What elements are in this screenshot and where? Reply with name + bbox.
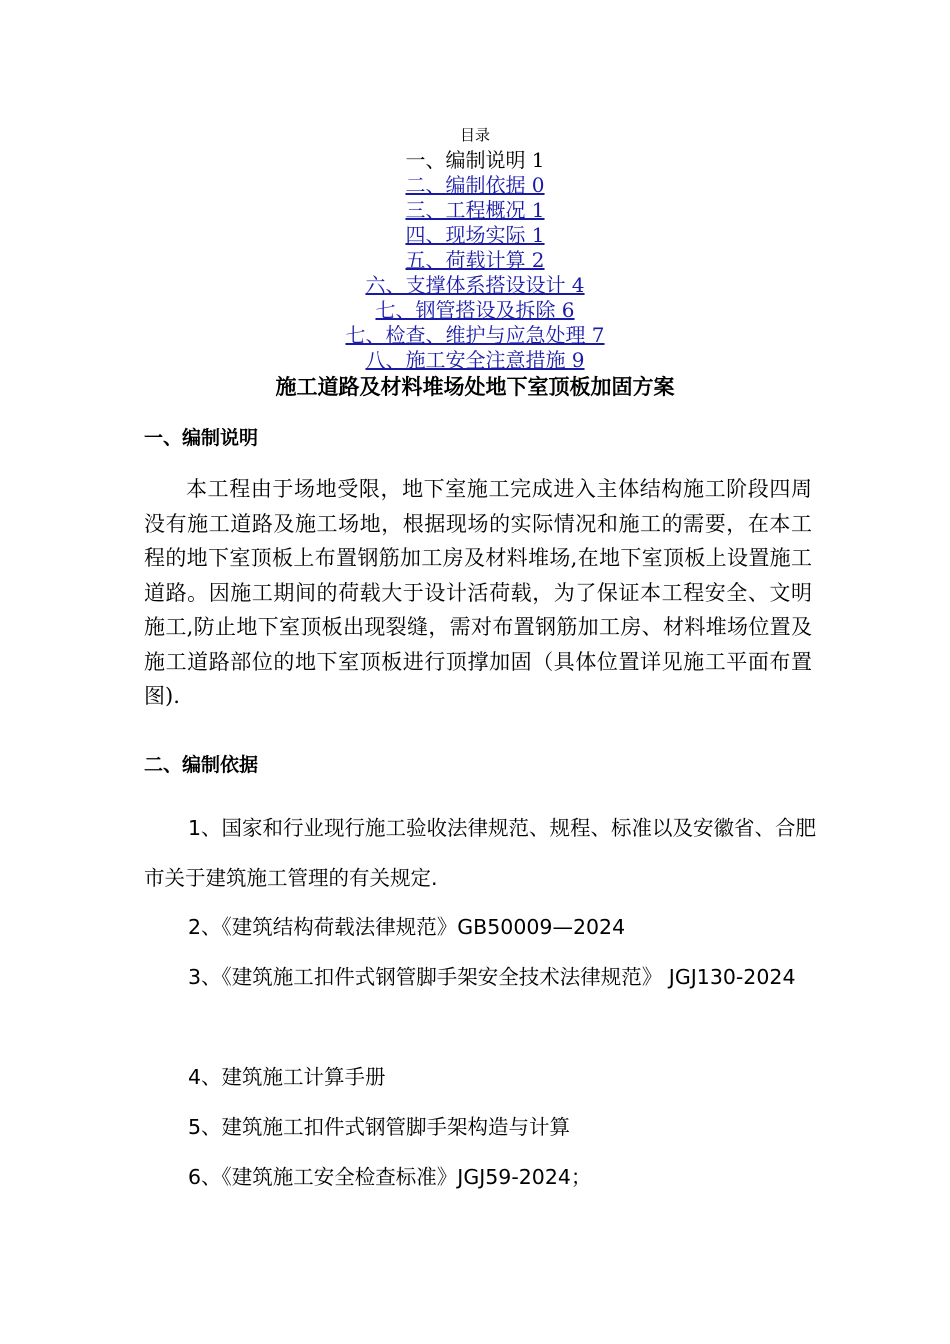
toc-item[interactable] xyxy=(0,298,950,323)
section-heading-basis: 二、编制依据 xyxy=(144,754,259,776)
section-heading-description: 一、编制说明 xyxy=(144,427,259,449)
toc-item[interactable] xyxy=(0,323,950,348)
toc-link[interactable]: 五、荷载计算 2 xyxy=(405,248,545,272)
toc-item[interactable] xyxy=(0,223,950,248)
toc-item[interactable] xyxy=(0,348,950,373)
toc-link[interactable]: 六、支撑体系搭设设计 4 xyxy=(365,273,585,297)
toc-title: 目录 xyxy=(459,126,490,144)
toc-item[interactable] xyxy=(0,173,950,198)
toc-item[interactable] xyxy=(0,248,950,273)
basis-item: 3、《建筑施工扣件式钢管脚手架安全技术法律规范》 JGJ130-2024 xyxy=(188,965,796,989)
toc-item-label: 一、编制说明 1 xyxy=(405,148,545,172)
toc-link[interactable]: 三、工程概况 1 xyxy=(405,198,545,222)
basis-item: 6、《建筑施工安全检查标准》JGJ59-2024； xyxy=(188,1165,592,1189)
toc-item[interactable] xyxy=(0,198,950,223)
basis-item: 2、《建筑结构荷载法律规范》GB50009—2024 xyxy=(188,915,626,939)
table-of-contents xyxy=(0,148,950,373)
toc-item[interactable] xyxy=(0,273,950,298)
toc-link[interactable]: 八、施工安全注意措施 9 xyxy=(365,348,585,372)
basis-item: 4、建筑施工计算手册 xyxy=(188,1065,386,1089)
toc-link[interactable]: 七、钢管搭设及拆除 6 xyxy=(375,298,575,322)
toc-link[interactable]: 七、检查、维护与应急处理 7 xyxy=(345,323,605,347)
basis-item: 1、国家和行业现行施工验收法律规范、规程、标准以及安徽省、合肥市关于建筑施工管理的有关规定. xyxy=(144,816,817,890)
basis-item: 5、建筑施工扣件式钢管脚手架构造与计算 xyxy=(188,1115,571,1139)
toc-item xyxy=(0,148,950,173)
document-title: 施工道路及材料堆场处地下室顶板加固方案 xyxy=(275,375,675,399)
section-paragraph-description: 本工程由于场地受限，地下室施工完成进入主体结构施工阶段四周没有施工道路及施工场地，根据现场的实际情况和施工的需要，在本工程的地下室顶板上布置钢筋加工房及材料堆场,在地下室顶板上设置施工道路。因施工期间的荷载大于设计活荷载，为了保证本工程安全、文明施工,防止地下室顶板出现裂缝，需对布置钢筋加工房、材料堆场位置及施工道路部位的地下室顶板进行顶撑加固（具体位置详见施工平面布置图). xyxy=(144,477,812,708)
toc-link[interactable]: 四、现场实际 1 xyxy=(405,223,545,247)
toc-link[interactable]: 二、编制依据 0 xyxy=(405,173,545,197)
